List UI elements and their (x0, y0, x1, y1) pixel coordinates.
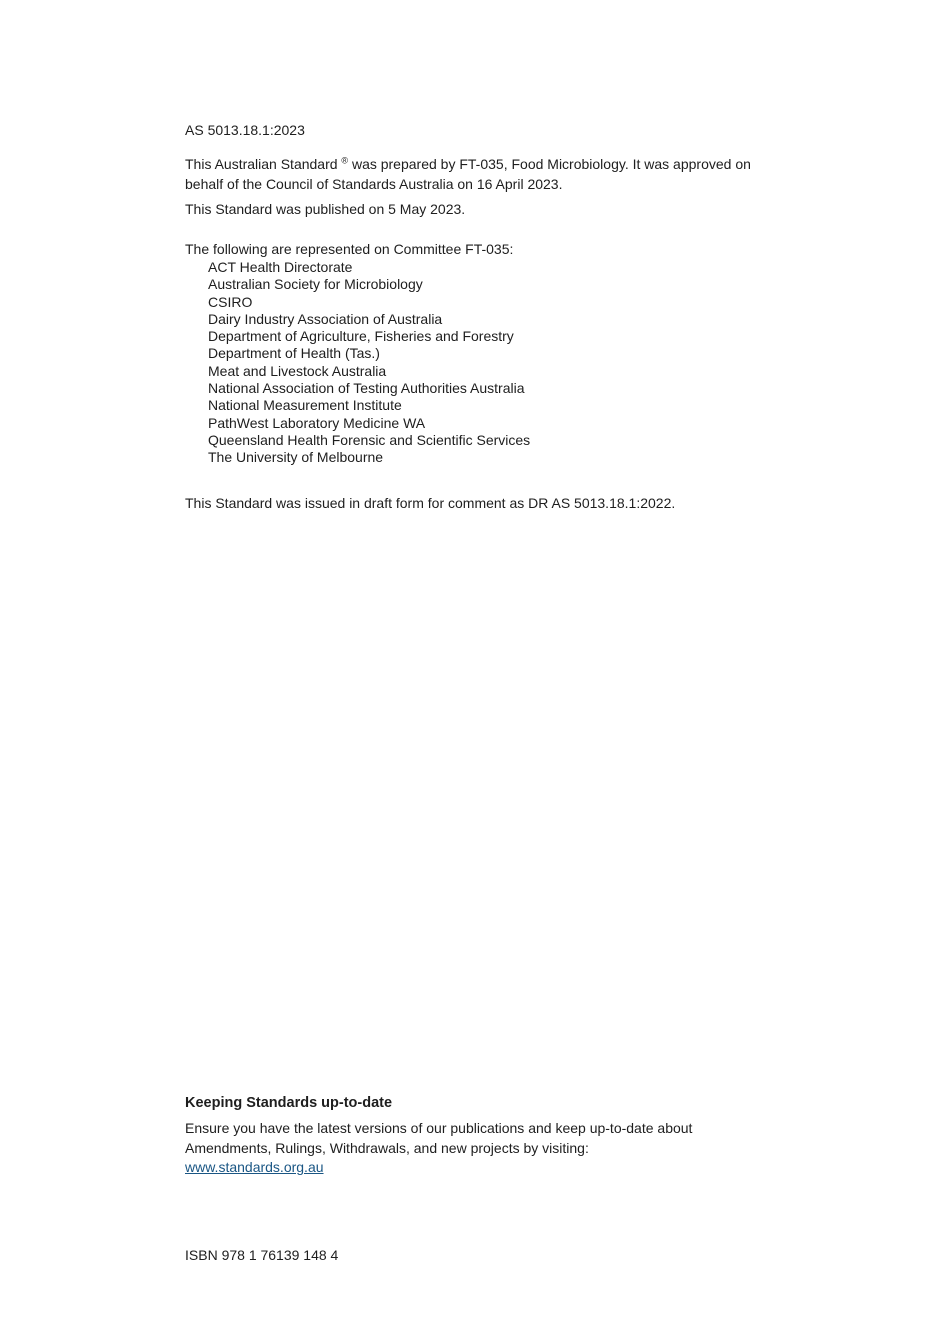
isbn-text: ISBN 978 1 76139 148 4 (185, 1247, 339, 1263)
draft-note-paragraph: This Standard was issued in draft form for comment as DR AS 5013.18.1:2022. (185, 495, 676, 511)
committee-member: Meat and Livestock Australia (208, 362, 387, 379)
committee-member: Queensland Health Forensic and Scientific Services (208, 431, 531, 448)
committee-member: PathWest Laboratory Medicine WA (208, 414, 426, 431)
standard-designation: AS 5013.18.1:2023 (185, 122, 305, 138)
keeping-standards-paragraph: Ensure you have the latest versions of our publications and keep up-to-date about Amendments, Rulings, Withdrawals, and new projects by visiting: (185, 1120, 693, 1156)
committee-member: Dairy Industry Association of Australia (208, 310, 443, 327)
committee-member: Department of Agriculture, Fisheries and Forestry (208, 328, 514, 345)
prepared-text-prefix: This Australian Standard (185, 156, 342, 172)
committee-member-list (208, 259, 530, 467)
committee-member: CSIRO (208, 293, 253, 310)
committee-member: The University of Melbourne (208, 449, 384, 466)
committee-member: ACT Health Directorate (208, 259, 353, 275)
standards-website-link[interactable]: www.standards.org.au (185, 1159, 324, 1175)
prepared-paragraph (185, 155, 785, 194)
committee-member: National Measurement Institute (208, 397, 402, 414)
committee-member: Department of Health (Tas.) (208, 345, 380, 362)
published-paragraph: This Standard was published on 5 May 2023. (185, 201, 466, 217)
prepared-text-suffix: was prepared by FT-035, Food Microbiology. It was approved on behalf of the Council of Standards Australia on 16 April 2023. (185, 156, 751, 192)
committee-intro: The following are represented on Committee FT-035: (185, 241, 514, 257)
committee-member: Australian Society for Microbiology (208, 276, 423, 293)
committee-member: National Association of Testing Authorities Australia (208, 380, 525, 397)
keeping-standards-heading: Keeping Standards up-to-date (185, 1095, 393, 1111)
registered-trademark-symbol: ® (341, 155, 349, 166)
